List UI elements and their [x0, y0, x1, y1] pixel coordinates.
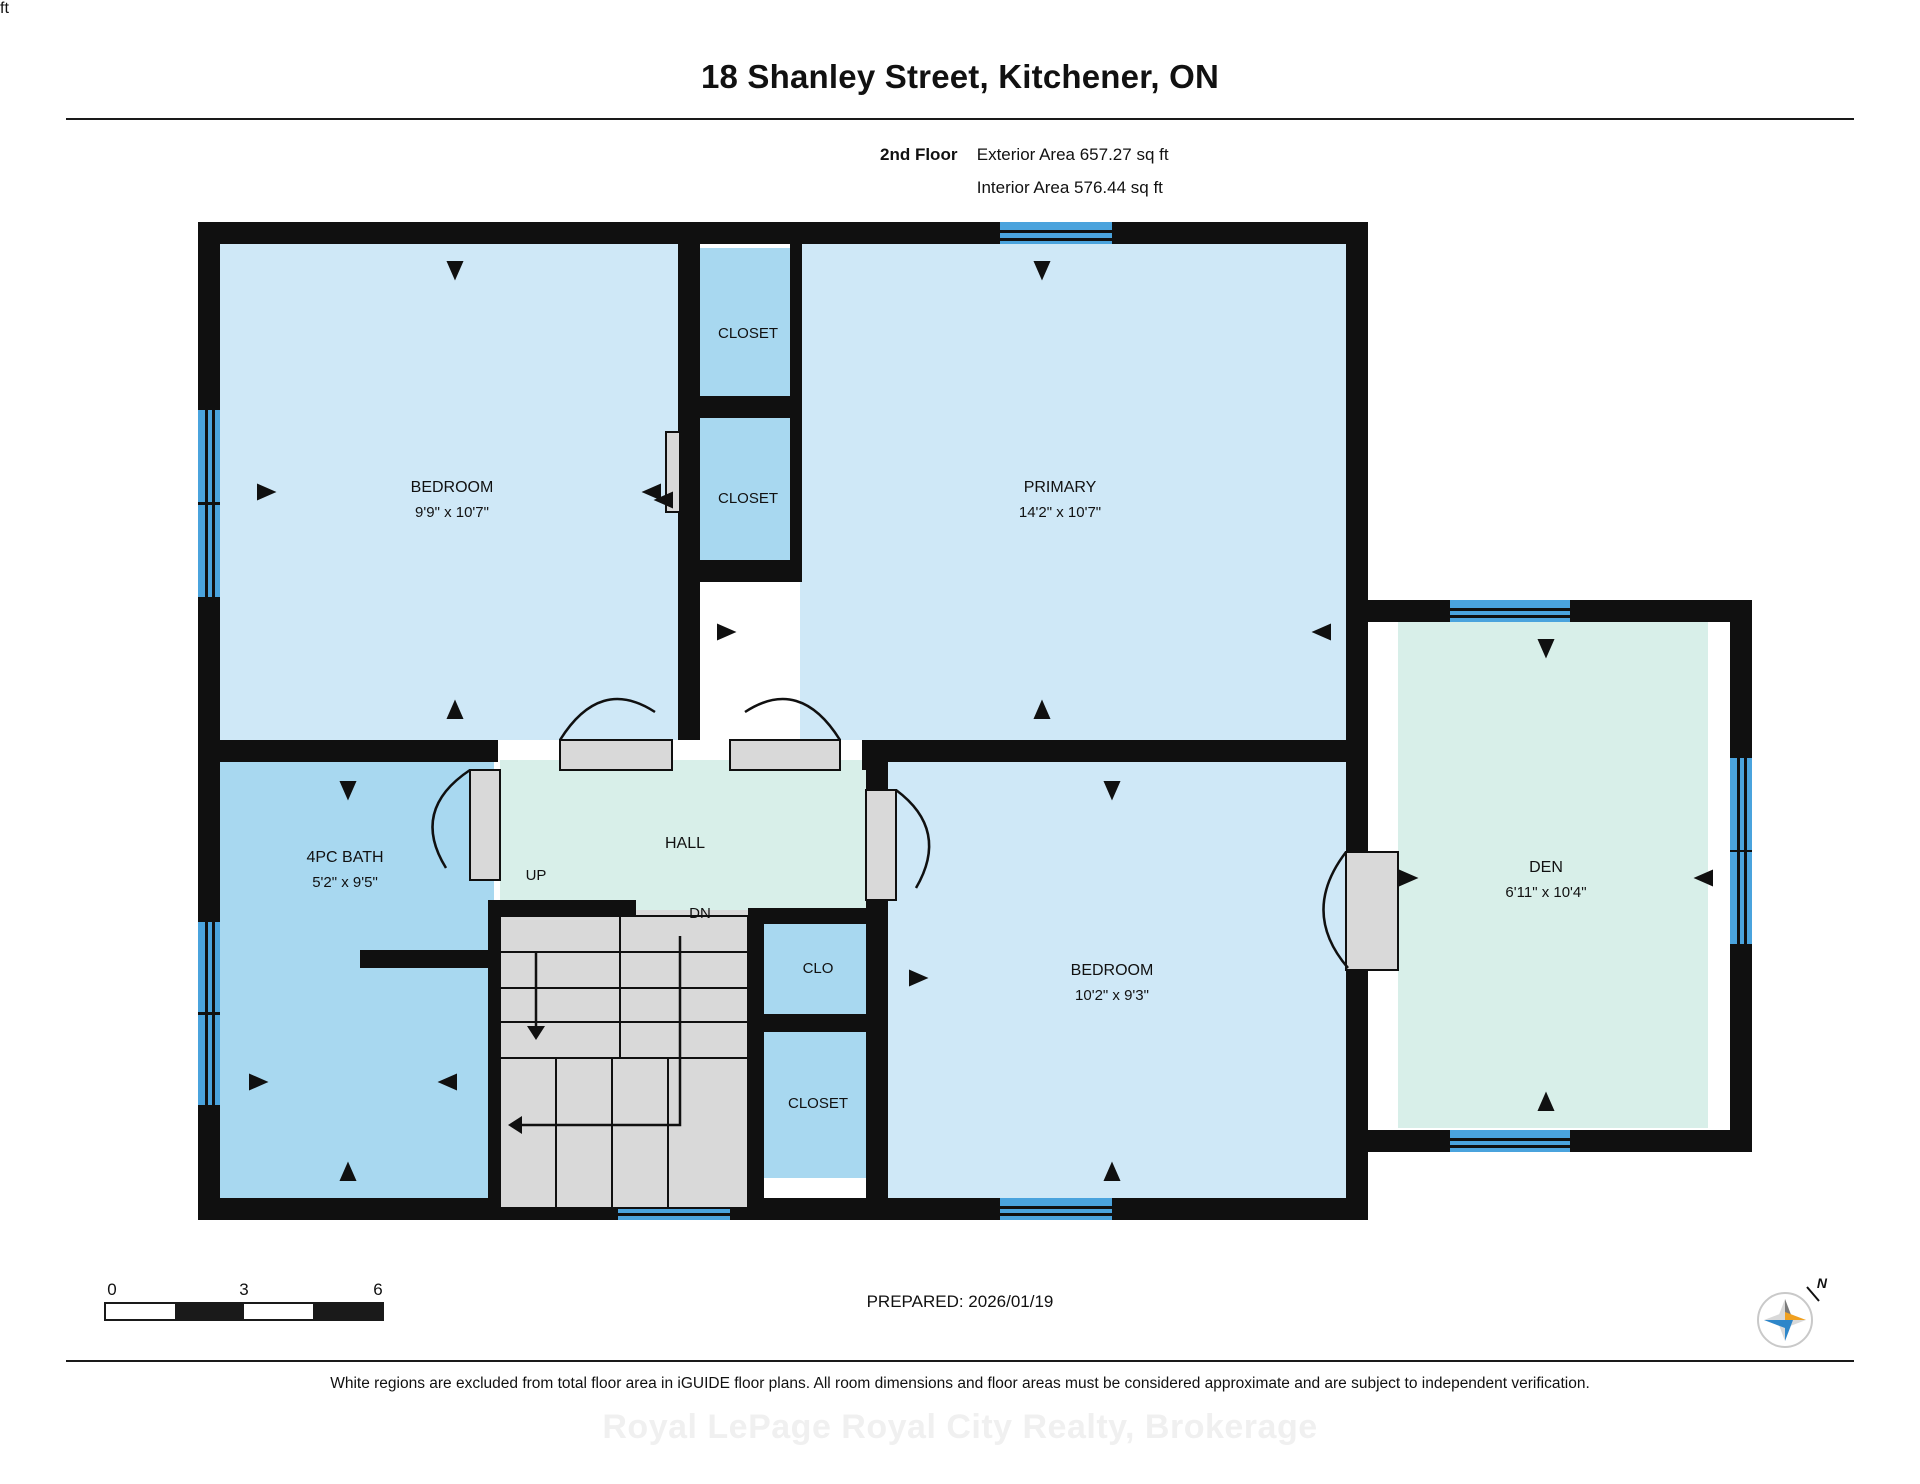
stair-label-up: UP	[525, 867, 547, 884]
room-dims-den: 6'11" x 10'4"	[1505, 884, 1587, 901]
exterior-area: Exterior Area 657.27 sq ft	[976, 145, 1169, 164]
room-label-bedroom-1: BEDROOM	[410, 479, 494, 496]
footer-divider	[66, 1360, 1854, 1362]
room-label-hall: HALL	[664, 835, 706, 852]
room-fill-bedroom-2	[888, 760, 1354, 1208]
prepared-date: PREPARED: 2026/01/19	[866, 1292, 1054, 1311]
room-label-bath: 4PC BATH	[306, 849, 384, 866]
interior-area: Interior Area 576.44 sq ft	[976, 178, 1163, 197]
room-dims-bath: 5'2" x 9'5"	[312, 874, 378, 891]
room-fill-bath	[212, 760, 494, 1208]
room-label-den: DEN	[1529, 859, 1563, 876]
room-fill-closet-1	[700, 248, 800, 398]
brokerage-watermark: Royal LePage Royal City Realty, Brokerage	[602, 1408, 1318, 1446]
scale-tick-3: 3	[239, 1280, 249, 1299]
floor-label: 2nd Floor	[880, 145, 958, 164]
scale-tick-0: 0	[107, 1280, 117, 1299]
room-dims-bedroom-2: 10'2" x 9'3"	[1075, 987, 1149, 1004]
disclaimer-text: White regions are excluded from total floor area in iGUIDE floor plans. All room dimensions and floor areas must be considered approximate and are subject to independent verification.	[330, 1375, 1590, 1392]
compass-icon	[1745, 1275, 1835, 1355]
room-label-closet-1: CLOSET	[717, 325, 779, 342]
scale-tick-6: 6	[373, 1280, 383, 1299]
room-label-closet-2: CLOSET	[717, 490, 779, 507]
room-dims-bedroom-1: 9'9" x 10'7"	[415, 504, 489, 521]
room-label-bedroom-2: BEDROOM	[1070, 962, 1154, 979]
room-label-closet-3: CLOSET	[787, 1095, 849, 1112]
room-label-clo: CLO	[802, 960, 834, 977]
scale-unit: ft	[0, 0, 9, 17]
staircase	[500, 916, 748, 1208]
compass-north-label: N	[1816, 1275, 1827, 1291]
page-title: 18 Shanley Street, Kitchener, ON	[700, 58, 1220, 95]
room-dims-primary: 14'2" x 10'7"	[1018, 504, 1102, 521]
stair-label-dn: DN	[689, 905, 711, 922]
room-label-primary: PRIMARY	[1023, 479, 1097, 496]
